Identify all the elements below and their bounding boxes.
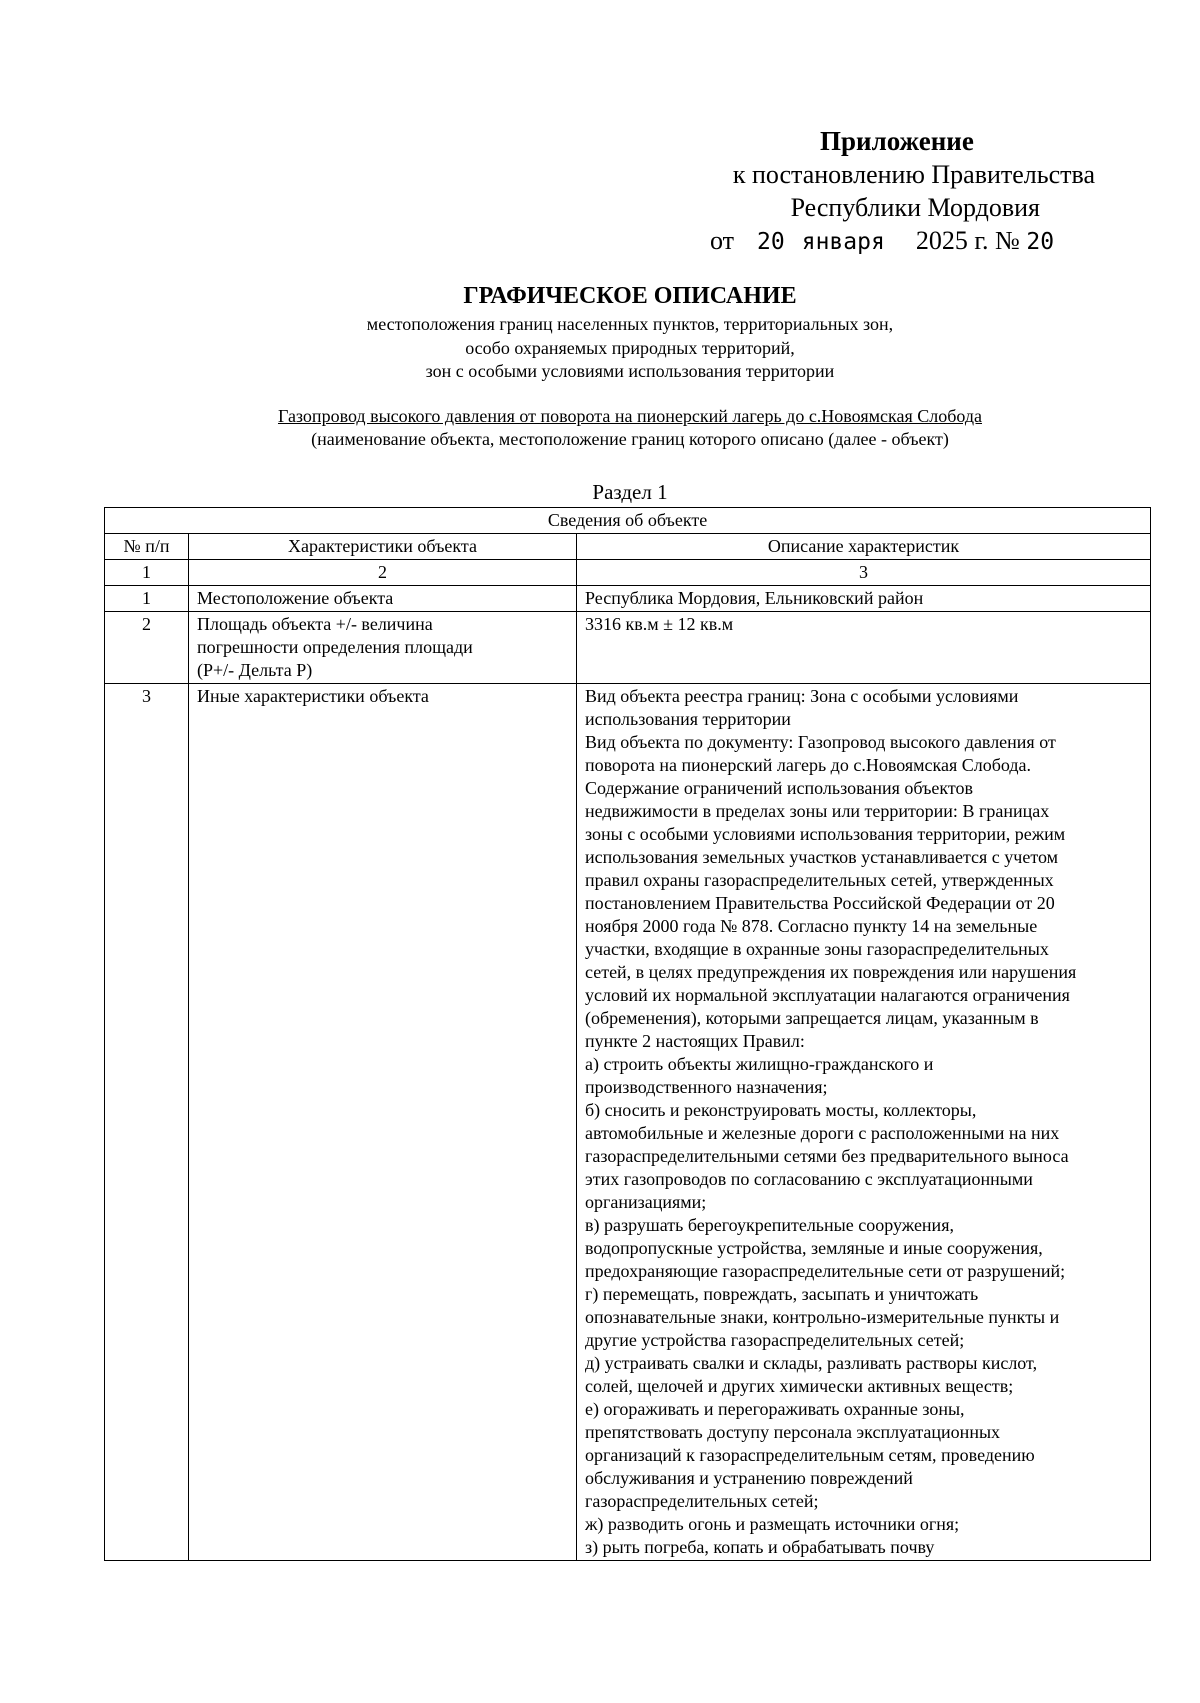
description-line: условий их нормальной эксплуатации налагаются ограничения [585, 985, 1070, 1005]
subtitle-line: местоположения границ населенных пунктов, территориальных зон, [366, 314, 894, 334]
description-line: е) огораживать и перегораживать охранные зоны, [585, 1399, 965, 1419]
description-line: пункте 2 настоящих Правил: [585, 1031, 805, 1051]
description-line: постановлением Правительства Российской Федерации от 20 [585, 893, 1055, 913]
column-number: 2 [189, 560, 577, 586]
description-line: зоны с особыми условиями использования территории, режим [585, 824, 1066, 844]
row-description [577, 586, 1151, 612]
date-day: 20 [757, 229, 785, 255]
description-line: Республика Мордовия, Ельниковский район [585, 588, 924, 608]
subtitle-line: особо охраняемых природных территорий, [465, 338, 795, 358]
column-header: Описание характеристик [577, 534, 1151, 560]
description-line: организациями; [585, 1192, 707, 1212]
table-body [105, 586, 1151, 1561]
date-month: января [801, 229, 885, 255]
object-name-line [0, 406, 1200, 427]
description-line: автомобильные и железные дороги с расположенными на них [585, 1123, 1060, 1143]
description-line: поворота на пионерский лагерь до с.Новоямская Слобода. [585, 755, 1032, 775]
row-description [577, 684, 1151, 1561]
description-line: ноября 2000 года № 878. Согласно пункту 14 на земельные [585, 916, 1038, 936]
column-header: № п/п [105, 534, 189, 560]
description-line: сетей, в целях предупреждения их повреждения или нарушения [585, 962, 1077, 982]
description-line: Содержание ограничений использования объектов [585, 778, 974, 798]
description-line: обслуживания и устранению повреждений [585, 1468, 913, 1488]
table-header-row [105, 534, 1151, 560]
description-line: недвижимости в пределах зоны или территории: В границах [585, 801, 1050, 821]
description-line: газораспределительных сетей; [585, 1491, 819, 1511]
appendix-date-line [710, 226, 1054, 256]
object-name: Газопровод высокого давления от поворота на пионерский лагерь до с.Новоямская Слобода [277, 406, 983, 426]
description-line: ж) разводить огонь и размещать источники огня; [585, 1514, 960, 1534]
characteristic-line: Местоположение объекта [197, 588, 394, 608]
column-number-row [105, 560, 1151, 586]
column-header: Характеристики объекта [189, 534, 577, 560]
description-line: в) разрушать берегоукрепительные сооружения, [585, 1215, 954, 1235]
description-line: г) перемещать, повреждать, засыпать и уничтожать [585, 1284, 979, 1304]
table-caption: Сведения об объекте [105, 508, 1151, 534]
description-line: опознавательные знаки, контрольно-измерительные пункты и [585, 1307, 1060, 1327]
description-line: использования земельных участков устанавливается с учетом [585, 847, 1059, 867]
description-line: правил охраны газораспределительных сетей, утвержденных [585, 870, 1054, 890]
table-caption-row [105, 508, 1151, 534]
object-info-table [104, 507, 1151, 1561]
characteristic-line: Площадь объекта +/- величина [197, 614, 433, 634]
appendix-line-decree: к постановлению Правительства [732, 160, 1095, 189]
characteristic-line: (Р+/- Дельта Р) [197, 660, 313, 680]
document-title: ГРАФИЧЕСКОЕ ОПИСАНИЕ [463, 283, 797, 309]
description-line: производственного назначения; [585, 1077, 828, 1097]
appendix-title: Приложение [820, 126, 974, 156]
section-title: Раздел 1 [592, 480, 668, 504]
description-line: газораспределительными сетями без предварительного выноса [585, 1146, 1069, 1166]
description-line: Вид объекта реестра границ: Зона с особыми условиями [585, 686, 1019, 706]
column-number: 1 [105, 560, 189, 586]
description-line: Вид объекта по документу: Газопровод высокого давления от [585, 732, 1056, 752]
row-description [577, 612, 1151, 684]
subtitle-line: зон с особыми условиями использования территории [425, 361, 835, 381]
description-line: а) строить объекты жилищно-гражданского и [585, 1054, 934, 1074]
appendix-line-republic: Республики Мордовия [790, 193, 1040, 222]
row-characteristic [189, 586, 577, 612]
description-line: использования территории [585, 709, 791, 729]
row-number: 2 [105, 612, 189, 684]
row-characteristic [189, 612, 577, 684]
description-line: другие устройства газораспределительных сетей; [585, 1330, 965, 1350]
table-row [105, 612, 1151, 684]
row-number: 1 [105, 586, 189, 612]
description-line: (обременения), которыми запрещается лицам, указанным в [585, 1008, 1039, 1028]
row-characteristic [189, 684, 577, 1561]
date-from-label: от [710, 226, 735, 255]
characteristic-line: Иные характеристики объекта [197, 686, 429, 706]
description-line: препятствовать доступу персонала эксплуатационных [585, 1422, 1001, 1442]
description-line: д) устраивать свалки и склады, разливать растворы кислот, [585, 1353, 1038, 1373]
object-caption: (наименование объекта, местоположение границ которого описано (далее - объект) [311, 429, 949, 449]
description-line: водопропускные устройства, земляные и иные сооружения, [585, 1238, 1043, 1258]
table-row [105, 586, 1151, 612]
date-year: 2025 г. № [915, 226, 1020, 255]
description-line: организаций к газораспределительным сетям, проведению [585, 1445, 1035, 1465]
description-line: б) сносить и реконструировать мосты, коллекторы, [585, 1100, 977, 1120]
column-number: 3 [577, 560, 1151, 586]
description-line: участки, входящие в охранные зоны газораспределительных [585, 939, 1049, 959]
characteristic-line: погрешности определения площади [197, 637, 473, 657]
description-line: з) рыть погреба, копать и обрабатывать почву [585, 1537, 935, 1557]
description-line: предохраняющие газораспределительные сети от разрушений; [585, 1261, 1066, 1281]
decree-number: 20 [1026, 229, 1055, 255]
table-row [105, 684, 1151, 1561]
row-number: 3 [105, 684, 189, 1561]
description-line: солей, щелочей и других химически активных веществ; [585, 1376, 1014, 1396]
description-line: этих газопроводов по согласованию с эксплуатационными [585, 1169, 1033, 1189]
description-line: 3316 кв.м ± 12 кв.м [585, 614, 734, 634]
